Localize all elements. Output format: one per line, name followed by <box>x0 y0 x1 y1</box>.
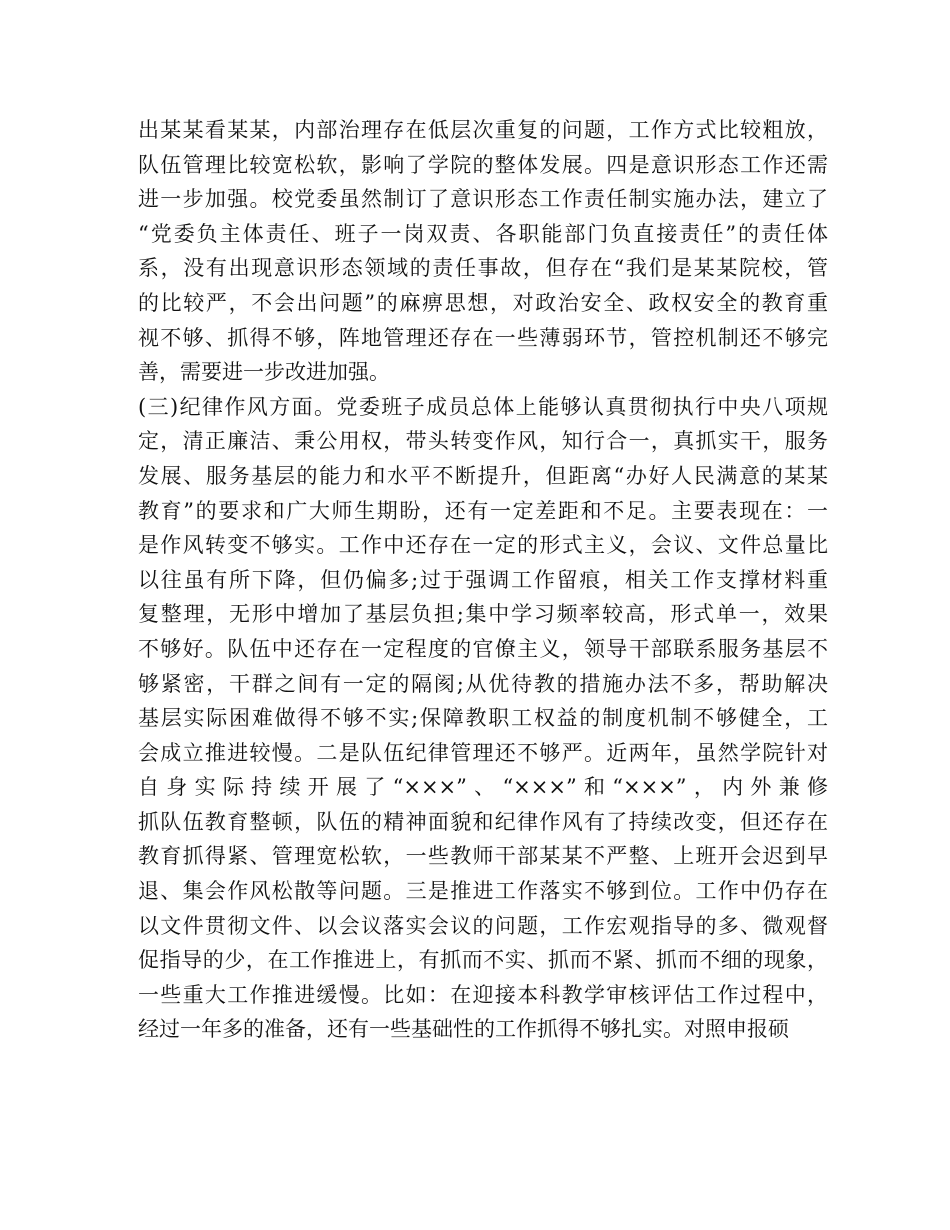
text-line: 队伍管理比较宽松软，影响了学院的整体发展。四是意识形态工作还需 <box>138 152 828 177</box>
text-line: 以文件贯彻文件、以会议落实会议的问题，工作宏观指导的多、微观督 <box>138 913 828 938</box>
text-line: 基层实际困难做得不够不实;保障教职工权益的制度机制不够健全，工 <box>138 706 828 731</box>
text-line: 促指导的少，在工作推进上，有抓而不实、抓而不紧、抓而不细的现象， <box>138 948 828 973</box>
text-line: 进一步加强。校党委虽然制订了意识形态工作责任制实施办法，建立了 <box>138 187 828 212</box>
text-line: 一些重大工作推进缓慢。比如：在迎接本科教学审核评估工作过程中， <box>138 982 828 1007</box>
text-line: 抓队伍教育整顿，队伍的精神面貌和纪律作风有了持续改变，但还存在 <box>138 809 828 834</box>
text-line: 复整理，无形中增加了基层负担;集中学习频率较高，形式单一，效果 <box>138 602 828 627</box>
text-line: 以往虽有所下降，但仍偏多;过于强调工作留痕，相关工作支撑材料重 <box>138 567 828 592</box>
text-line: 教育”的要求和广大师生期盼，还有一定差距和不足。主要表现在：一 <box>138 498 828 523</box>
text-line: 自身实际持续开展了“×××”、“×××”和“×××”，内外兼修 <box>138 775 828 800</box>
text-line: 够紧密，干群之间有一定的隔阂;从优待教的措施办法不多，帮助解决 <box>138 671 828 696</box>
text-line: “党委负主体责任、班子一岗双责、各职能部门负直接责任”的责任体 <box>138 221 828 246</box>
text-line: 善，需要进一步改进加强。 <box>138 360 390 385</box>
text-line: 系，没有出现意识形态领域的责任事故，但存在“我们是某某院校，管 <box>138 256 828 281</box>
text-line: 发展、服务基层的能力和水平不断提升，但距离“办好人民满意的某某 <box>138 463 828 488</box>
body-text <box>138 113 828 1047</box>
text-line: 出某某看某某，内部治理存在低层次重复的问题，工作方式比较粗放， <box>138 118 828 142</box>
text-line: (三)纪律作风方面。党委班子成员总体上能够认真贯彻执行中央八项规 <box>138 394 828 419</box>
text-line: 不够好。队伍中还存在一定程度的官僚主义，领导干部联系服务基层不 <box>138 636 828 661</box>
text-line: 定，清正廉洁、秉公用权，带头转变作风，知行合一，真抓实干，服务 <box>138 429 828 454</box>
text-line: 经过一年多的准备，还有一些基础性的工作抓得不够扎实。对照申报硕 <box>138 1017 789 1042</box>
text-line: 会成立推进较慢。二是队伍纪律管理还不够严。近两年，虽然学院针对 <box>138 740 828 765</box>
text-line: 退、集会作风松散等问题。三是推进工作落实不够到位。工作中仍存在 <box>138 879 828 904</box>
text-line: 教育抓得紧、管理宽松软，一些教师干部某某不严整、上班开会迟到早 <box>138 844 828 869</box>
text-line: 的比较严，不会出问题”的麻痹思想，对政治安全、政权安全的教育重 <box>138 290 828 315</box>
text-line: 视不够、抓得不够，阵地管理还存在一些薄弱环节，管控机制还不够完 <box>138 325 828 350</box>
text-line: 是作风转变不够实。工作中还存在一定的形式主义，会议、文件总量比 <box>138 533 828 558</box>
